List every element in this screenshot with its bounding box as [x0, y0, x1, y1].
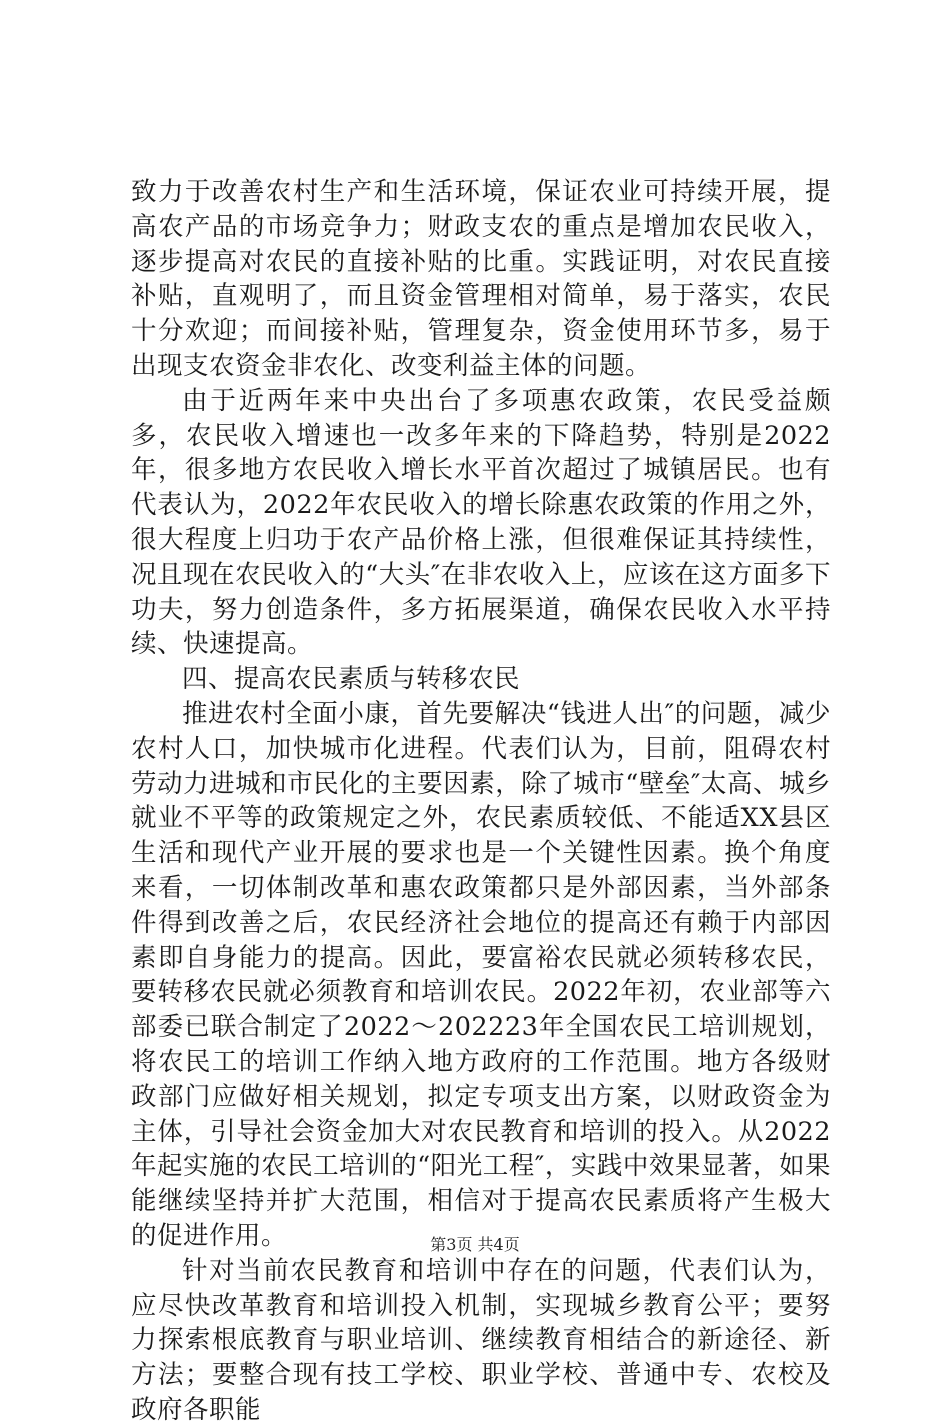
paragraph-3: 推进农村全面小康，首先要解决“钱进人出″的问题，减少农村人口，加快城市化进程。代表们认为，目前，阻碍农村劳动力进城和市民化的主要因素，除了城市“壁垒″太高、城乡就业不平等的政策规定之外，农民素质较低、不能适XX县区生活和现代产业开展的要求也是一个关键性因素。换个角度来看，一切体制改革和惠农政策都只是外部因素，当外部条件得到改善之后，农民经济社会地位的提高还有赖于内部因素即自身能力的提高。因此，要富裕农民就必须转移农民，要转移农民就必须教育和培训农民。2022年初，农业部等六部委已联合制定了2022～202223年全国农民工培训规划，将农民工的培训工作纳入地方政府的工作范围。地方各级财政部门应做好相关规划，拟定专项支出方案，以财政资金为主体，引导社会资金加大对农民教育和培训的投入。从2022年起实施的农民工培训的“阳光工程″，实践中效果显著，如果能继续坚持并扩大范围，相信对于提高农民素质将产生极大的促进作用。: [131, 698, 831, 1251]
page-number-footer: 第3页 共4页: [430, 1235, 520, 1254]
paragraph-4: 针对当前农民教育和培训中存在的问题，代表们认为，应尽快改革教育和培训投入机制，实现城乡教育公平；要努力探索根底教育与职业培训、继续教育相结合的新途径、新方法；要整合现有技工学校、职业学校、普通中专、农校及政府各职能: [131, 1255, 831, 1425]
paragraph-1: 致力于改善农村生产和生活环境，保证农业可持续开展，提高农产品的市场竞争力；财政支农的重点是增加农民收入，逐步提高对农民的直接补贴的比重。实践证明，对农民直接补贴，直观明了，而且资金管理相对简单，易于落实，农民十分欢迎；而间接补贴，管理复杂，资金使用环节多，易于出现支农资金非农化、改变利益主体的问题。: [131, 177, 831, 381]
section-heading: 四、提高农民素质与转移农民: [182, 664, 521, 695]
paragraph-2: 由于近两年来中央出台了多项惠农政策，农民受益颇多，农民收入增速也一改多年来的下降趋势，特别是2022年，很多地方农民收入增长水平首次超过了城镇居民。也有代表认为，2022年农民收入的增长除惠农政策的作用之外，很大程度上归功于农产品价格上涨，但很难保证其持续性，况且现在农民收入的“大头″在非农收入上，应该在这方面多下功夫，努力创造条件，多方拓展渠道，确保农民收入水平持续、快速提高。: [131, 385, 831, 660]
